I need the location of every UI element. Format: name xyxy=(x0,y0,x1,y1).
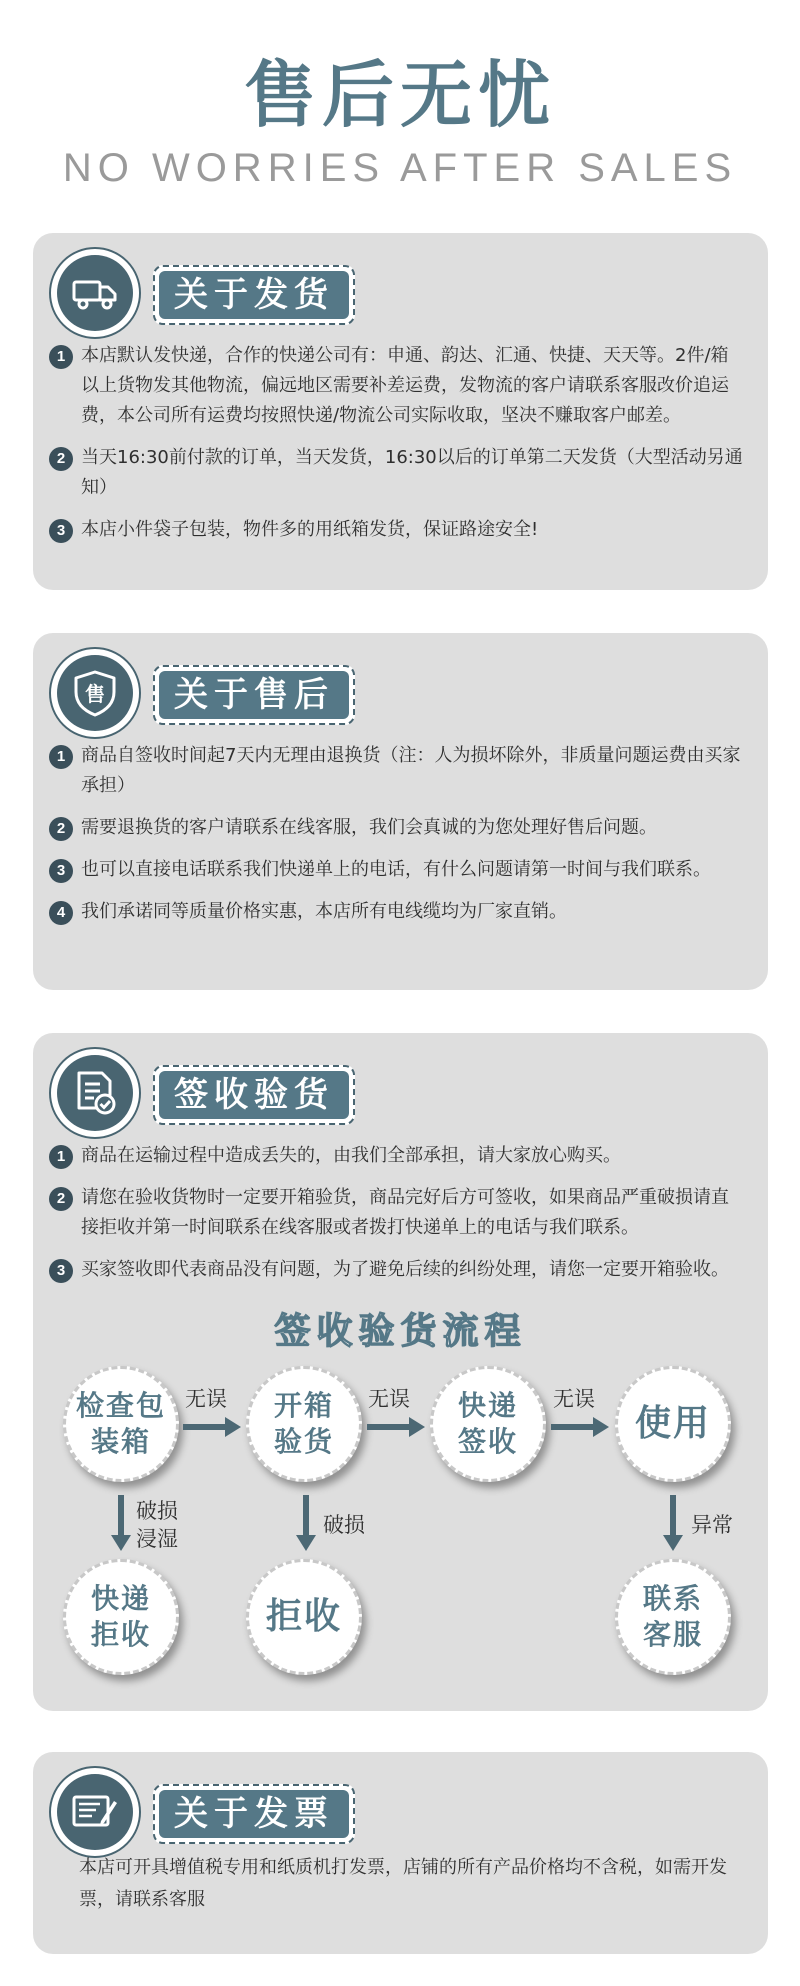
shield-char: 售 xyxy=(85,682,105,706)
item-text: 也可以直接电话联系我们快递单上的电话，有什么问题请第一时间与我们联系。 xyxy=(81,859,711,880)
aftersale-card xyxy=(33,633,768,990)
flow-result-contact-service xyxy=(615,1559,731,1675)
shield-icon xyxy=(70,668,120,718)
step-line: 快递 xyxy=(457,1389,518,1422)
list-item xyxy=(49,897,746,927)
inspection-title: 签收验货 xyxy=(159,1071,349,1119)
inspection-items xyxy=(49,1141,746,1297)
inspection-card xyxy=(33,1033,768,1711)
flow-abnormal-label: 异常 xyxy=(691,1513,733,1537)
step-line: 装箱 xyxy=(90,1425,151,1458)
item-text: 请您在验收货物时一定要开箱验货，商品完好后方可签收，如果商品严重破损请直接拒收并第一时间联系在线客服或者拨打快递单上的电话与我们联系。 xyxy=(81,1187,729,1238)
inspection-title-box xyxy=(153,1065,355,1125)
item-number: 4 xyxy=(49,901,73,925)
aftersale-items xyxy=(49,741,746,939)
aftersale-badge xyxy=(49,647,141,739)
item-number: 1 xyxy=(49,345,73,369)
step-line: 验货 xyxy=(273,1425,334,1458)
item-text: 需要退换货的客户请联系在线客服，我们会真诚的为您处理好售后问题。 xyxy=(81,817,657,838)
list-item xyxy=(49,1183,746,1243)
shipping-title-box xyxy=(153,265,355,325)
page-title: 售后无忧 xyxy=(243,53,556,137)
aftersale-title: 关于售后 xyxy=(159,671,349,719)
step-line: 联系 xyxy=(642,1582,703,1615)
shipping-card-header xyxy=(49,247,369,339)
list-item xyxy=(49,855,746,885)
flow-result-express-reject xyxy=(63,1559,179,1675)
flow-step-open-inspect xyxy=(246,1366,362,1482)
inspection-card-header xyxy=(49,1047,369,1139)
list-item xyxy=(49,341,746,431)
page-header xyxy=(0,50,800,192)
step-line: 检查包 xyxy=(75,1389,166,1422)
invoice-title: 关于发票 xyxy=(159,1790,349,1838)
item-number: 2 xyxy=(49,447,73,471)
aftersale-title-box xyxy=(153,665,355,725)
flow-ok-label: 无误 xyxy=(553,1387,595,1411)
document-check-icon xyxy=(70,1068,120,1118)
shipping-card xyxy=(33,233,768,590)
item-text: 本店小件袋子包装，物件多的用纸箱发货，保证路途安全! xyxy=(81,519,539,540)
item-number: 3 xyxy=(49,519,73,543)
aftersale-card-header xyxy=(49,647,369,739)
inspection-badge xyxy=(49,1047,141,1139)
invoice-title-box xyxy=(153,1784,355,1844)
step-line: 拒收 xyxy=(90,1618,151,1651)
item-number: 1 xyxy=(49,745,73,769)
flow-result-reject xyxy=(246,1559,362,1675)
arrow-down-icon xyxy=(296,1495,316,1551)
step-line: 快递 xyxy=(90,1582,151,1615)
item-text: 我们承诺同等质量价格实惠，本店所有电线缆均为厂家直销。 xyxy=(81,901,567,922)
invoice-badge xyxy=(49,1766,141,1858)
step-line: 客服 xyxy=(642,1618,703,1651)
arrow-right-icon xyxy=(183,1417,241,1437)
item-text: 商品在运输过程中造成丢失的，由我们全部承担，请大家放心购买。 xyxy=(81,1145,621,1166)
invoice-pen-icon xyxy=(70,1787,120,1837)
page-subtitle: NO WORRIES AFTER SALES xyxy=(62,146,738,190)
flow-step-sign-express xyxy=(430,1366,546,1482)
arrow-down-icon xyxy=(663,1495,683,1551)
flow-damage-label: 破损 浸湿 xyxy=(136,1499,178,1551)
flow-step-use xyxy=(615,1366,731,1482)
invoice-text: 本店可开具增值税专用和纸质机打发票，店铺的所有产品价格均不含税，如需开发票，请联系客服 xyxy=(79,1857,727,1910)
arrow-right-icon xyxy=(367,1417,425,1437)
flow-ok-label: 无误 xyxy=(185,1387,227,1411)
list-item xyxy=(49,741,746,801)
item-number: 1 xyxy=(49,1145,73,1169)
flow-ok-label: 无误 xyxy=(368,1387,410,1411)
item-number: 2 xyxy=(49,817,73,841)
list-item xyxy=(49,443,746,503)
flow-damage-label: 破损 xyxy=(323,1513,365,1537)
invoice-card-header xyxy=(49,1766,369,1858)
item-text: 本店默认发快递，合作的快递公司有：申通、韵达、汇通、快捷、天天等。2件/箱以上货物发其他物流，偏远地区需要补差运费，发物流的客户请联系客服改价追运费，本公司所有运费均按照快递/物流公司实际收取，坚决不赚取客户邮差。 xyxy=(81,345,729,426)
item-number: 2 xyxy=(49,1187,73,1211)
list-item xyxy=(49,1255,746,1285)
step-line: 使用 xyxy=(634,1403,711,1444)
truck-icon xyxy=(70,268,120,318)
item-text: 买家签收即代表商品没有问题，为了避免后续的纠纷处理，请您一定要开箱验收。 xyxy=(81,1259,729,1280)
step-line: 签收 xyxy=(457,1425,518,1458)
flow-step-inspect-package xyxy=(63,1366,179,1482)
list-item xyxy=(49,813,746,843)
arrow-down-icon xyxy=(111,1495,131,1551)
arrow-right-icon xyxy=(551,1417,609,1437)
item-number: 3 xyxy=(49,859,73,883)
item-text: 当天16:30前付款的订单，当天发货，16:30以后的订单第二天发货（大型活动另通知） xyxy=(81,447,743,498)
shipping-items xyxy=(49,341,746,557)
step-line: 拒收 xyxy=(265,1596,342,1637)
list-item xyxy=(49,1141,746,1171)
shipping-title: 关于发货 xyxy=(159,271,349,319)
item-number: 3 xyxy=(49,1259,73,1283)
list-item xyxy=(49,515,746,545)
shipping-badge xyxy=(49,247,141,339)
step-line: 开箱 xyxy=(273,1389,334,1422)
item-text: 商品自签收时间起7天内无理由退换货（注：人为损坏除外，非质量问题运费由买家承担） xyxy=(81,745,741,796)
invoice-card xyxy=(33,1752,768,1954)
flow-title: 签收验货流程 xyxy=(274,1311,527,1352)
